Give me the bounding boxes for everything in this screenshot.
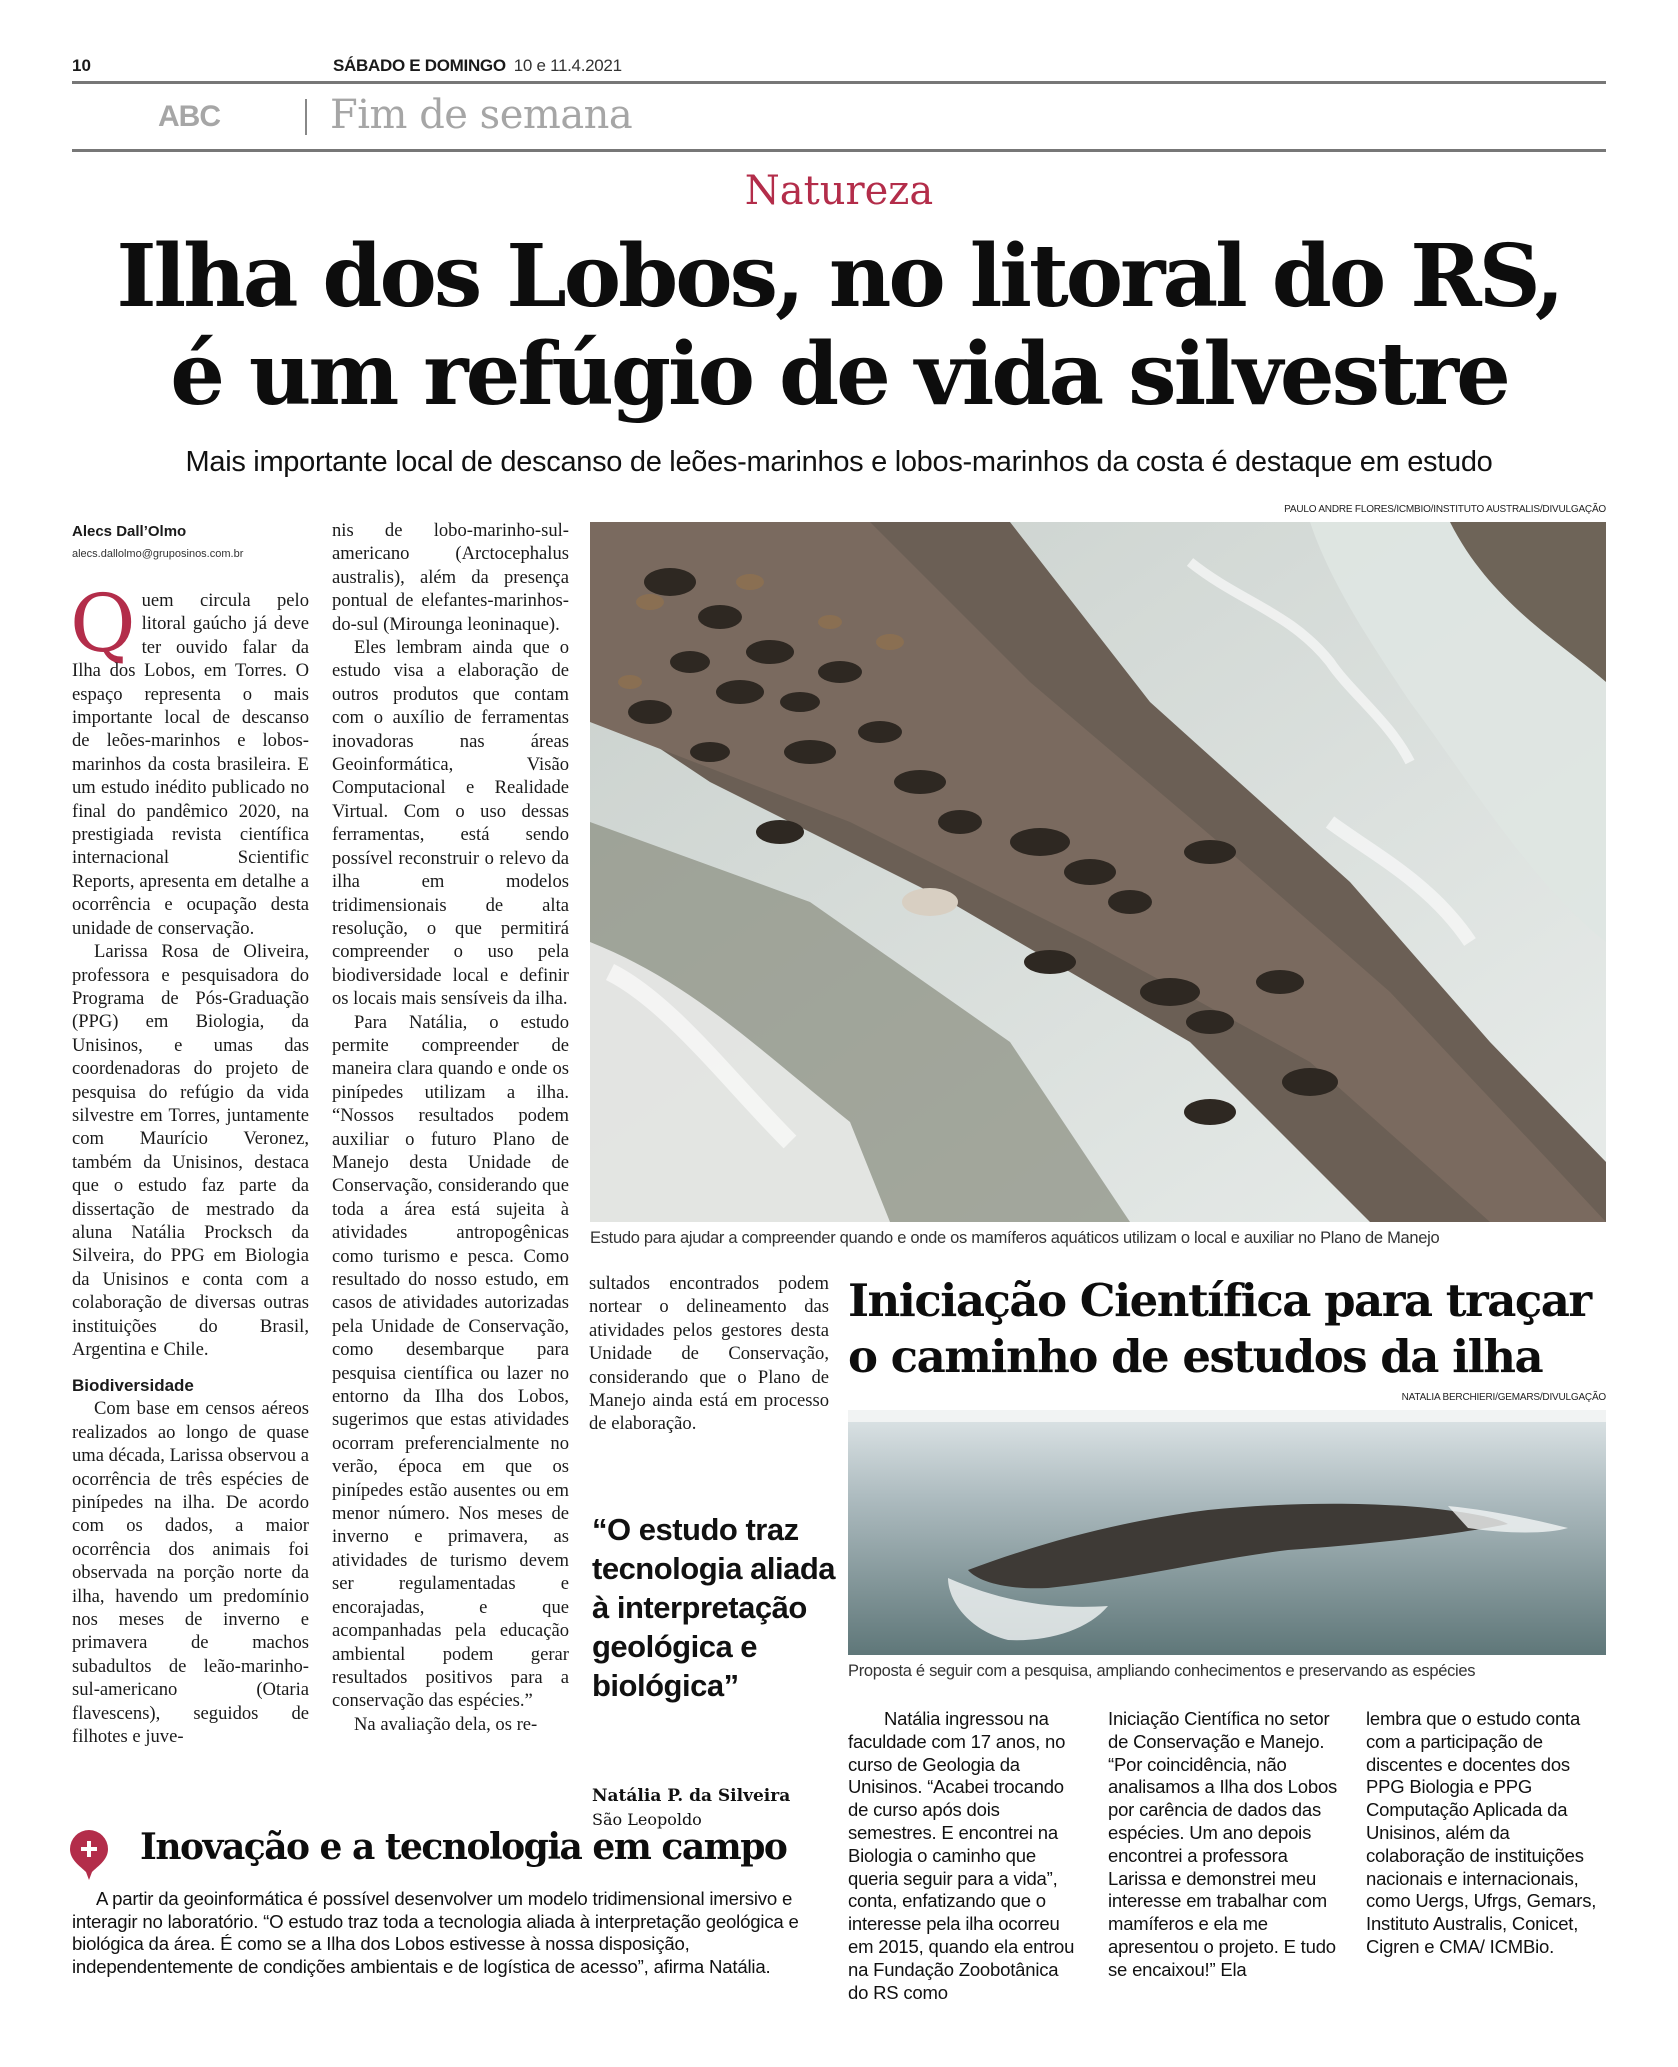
edition-day: SÁBADO E DOMINGO <box>333 56 506 75</box>
sidebar-column-2 <box>1108 1708 1348 1982</box>
author-email[interactable]: alecs.dallolmo@gruposinos.com.br <box>72 548 244 560</box>
paragraph: Na avaliação dela, os re- <box>354 1713 538 1735</box>
sea-lions-image-icon <box>590 522 1606 1222</box>
paragraph: lembra que o estudo conta com a participação de discentes e docentes dos PPG Biologia e PPG Computação Aplicada da Unisinos, além da colaboração de instituições nacionais e internacionais, como Uergs, Ufrgs, Gemars, Instituto Australis, Conicet, Cigren e CMA/ ICMBio. <box>1366 1708 1597 1957</box>
sidebar-column-3 <box>1366 1708 1606 1959</box>
photo-credit: PAULO ANDRE FLORES/ICMBIO/INSTITUTO AUSTRALIS/DIVULGAÇÃO <box>1284 504 1606 515</box>
dateline <box>333 56 622 76</box>
drop-cap: Q <box>70 577 136 670</box>
paragraph: Para Natália, o estudo permite compreender de maneira clara quando e onde os pinípedes utilizam a ilha. “Nossos resultados podem auxiliar o futuro Plano de Manejo desta Unidade de Conservação, considerando que toda a área está sujeita à atividades antropogênicas como turismo e pesca. Como resultado do nosso estudo, em casos de atividades autorizadas pela Unidade de Conservação, como desembarque para pesquisa científica ou lazer no entorno da Ilha dos Lobos, sugerimos que estas atividades ocorram preferencialmente no verão, época em que os pinípedes estão ausentes ou em menor número. Nos meses de inverno e primavera, as atividades de turismo devem ser regulamentadas e encorajadas, e que acompanhadas pela educação ambiental podem gerar resultados positivos para a conservação das espécies.” <box>332 1011 569 1712</box>
paragraph: Larissa Rosa de Oliveira, professora e pesquisadora do Programa de Pós-Graduação (PPG) em Biologia, da Unisinos, e umas das coordenadoras do projeto de pesquisa do refúgio da vida silvestre em Torres, juntamente com Maurício Veronez, também da Unisinos, destaca que o estudo faz parte da dissertação de mestrado da aluna Natália Procksch da Silveira, do PPG em Biologia da Unisinos e conta com a colaboração de diversas outras instituições do Brasil, Argentina e Chile. <box>72 941 309 1360</box>
article-column-2 <box>332 519 569 1736</box>
island-photo[interactable] <box>848 1410 1606 1655</box>
headline <box>30 228 1648 424</box>
pull-quote-place: São Leopoldo <box>592 1810 702 1829</box>
sidebar-photo-caption: Proposta é seguir com a pesquisa, ampliando conhecimentos e preservando as espécies <box>848 1662 1476 1680</box>
island-image-icon <box>848 1410 1606 1655</box>
pull-quote: “O estudo traz tecnologia aliada à interpretação geológica e biológica” <box>592 1512 836 1703</box>
sidebar-headline: Iniciação Científica para traçar o caminho de estudos da ilha <box>848 1274 1591 1383</box>
sidebar-photo-credit: NATALIA BERCHIERI/GEMARS/DIVULGAÇÃO <box>1401 1392 1606 1403</box>
paragraph: Com base em censos aéreos realizados ao longo de quase uma década, Larissa observou a ocorrência de três espécies de pinípedes na ilha. De acordo com os dados, a maior ocorrência dos animais foi observada na porção norte da ilha, havendo um predomínio nos meses de inverno e primavera de machos subadultos de leão-marinho-sul-americano (Otaria flavescens), seguidos de filhotes e juve- <box>72 1398 309 1748</box>
box-title: Inovação e a tecnologia em campo <box>140 1826 787 1868</box>
paragraph: sultados encontrados podem nortear o delineamento das atividades pelos gestores desta Unidade de Conservação, considerando que o Plano de Manejo ainda está em processo de elaboração. <box>589 1273 829 1435</box>
sidebar-column-1 <box>848 1708 1083 2004</box>
photo-caption: Estudo para ajudar a compreender quando e onde os mamíferos aquáticos utilizam o local e auxiliar no Plano de Manejo <box>590 1229 1440 1247</box>
kicker: Natureza <box>744 168 934 214</box>
edition-date: 10 e 11.4.2021 <box>513 56 622 75</box>
article-column-1 <box>70 577 309 1749</box>
header-rule-bottom <box>72 149 1606 152</box>
paragraph: Quem circula pelo litoral gaúcho já deve ter ouvido falar da Ilha dos Lobos, em Torres. O espaço representa o mais importante local de descanso de leões-marinhos e lobos-marinhos da costa brasileira. E um estudo inédito publicado no final do pandêmico 2020, na prestigiada revista científica internacional Scientific Reports, apresenta em detalhe a ocorrência e ocupação desta unidade de conservação. <box>70 577 309 939</box>
section-name: Fim de semana <box>330 92 633 138</box>
page-number: 10 <box>72 56 91 75</box>
paragraph: Natália ingressou na faculdade com 17 anos, no curso de Geologia da Unisinos. “Acabei trocando de curso após dois semestres. E encontrei na Biologia o caminho que queria seguir para a vida”, conta, enfatizando que o interesse pela ilha ocorreu em 2015, quando ela entrou na Fundação Zoobotânica do RS como <box>848 1708 1075 2003</box>
paragraph: Eles lembram ainda que o estudo visa a elaboração de outros produtos que contam com o auxílio de ferramentas inovadoras nas áreas Geoinformática, Visão Computacional e Realidade Virtual. Com o uso dessas ferramentas, está sendo possível reconstruir o relevo da ilha em modelos tridimensionais de alta resolução, o que permitirá compreender o uso pela biodiversidade local e definir os locais mais sensíveis da ilha. <box>332 637 569 1010</box>
subheadline: Mais importante local de descanso de leões-marinhos e lobos-marinhos da costa é destaque em estudo <box>185 446 1493 478</box>
plus-icon <box>70 1830 108 1880</box>
headline-line-2: é um refúgio de vida silvestre <box>170 324 1508 425</box>
section-divider <box>305 99 307 135</box>
article-column-3 <box>589 1272 829 1436</box>
paragraph: nis de lobo-marinho-sul-americano (Arctocephalus australis), além da presença pontual de elefantes-marinhos-do-sul (Mirounga leoninaque). <box>332 520 569 635</box>
sea-lions-photo[interactable] <box>590 522 1606 1222</box>
headline-line-1: Ilha dos Lobos, no litoral do RS, <box>116 226 1562 327</box>
subsection-heading: Biodiversidade <box>72 1376 194 1396</box>
publication-logo: ABC <box>158 100 220 133</box>
pull-quote-name: Natália P. da Silveira <box>592 1786 791 1806</box>
author-name: Alecs Dall’Olmo <box>72 523 187 540</box>
box-text <box>72 1888 832 1978</box>
paragraph: A partir da geoinformática é possível desenvolver um modelo tridimensional imersivo e interagir no laboratório. “O estudo traz toda a tecnologia aliada à interpretação geológica e biológica da área. É como se a Ilha dos Lobos estivesse à nossa disposição, independentemente de condições ambientais e de logística de acesso”, afirma Natália. <box>72 1888 799 1977</box>
header-rule-top <box>72 81 1606 84</box>
paragraph: Iniciação Científica no setor de Conservação e Manejo. “Por coincidência, não analisamos a Ilha dos Lobos por carência de dados das espécies. Um ano depois encontrei a professora Larissa e demonstrei meu interesse em trabalhar com mamíferos e ela me apresentou o projeto. E tudo se encaixou!” Ela <box>1108 1708 1338 1980</box>
